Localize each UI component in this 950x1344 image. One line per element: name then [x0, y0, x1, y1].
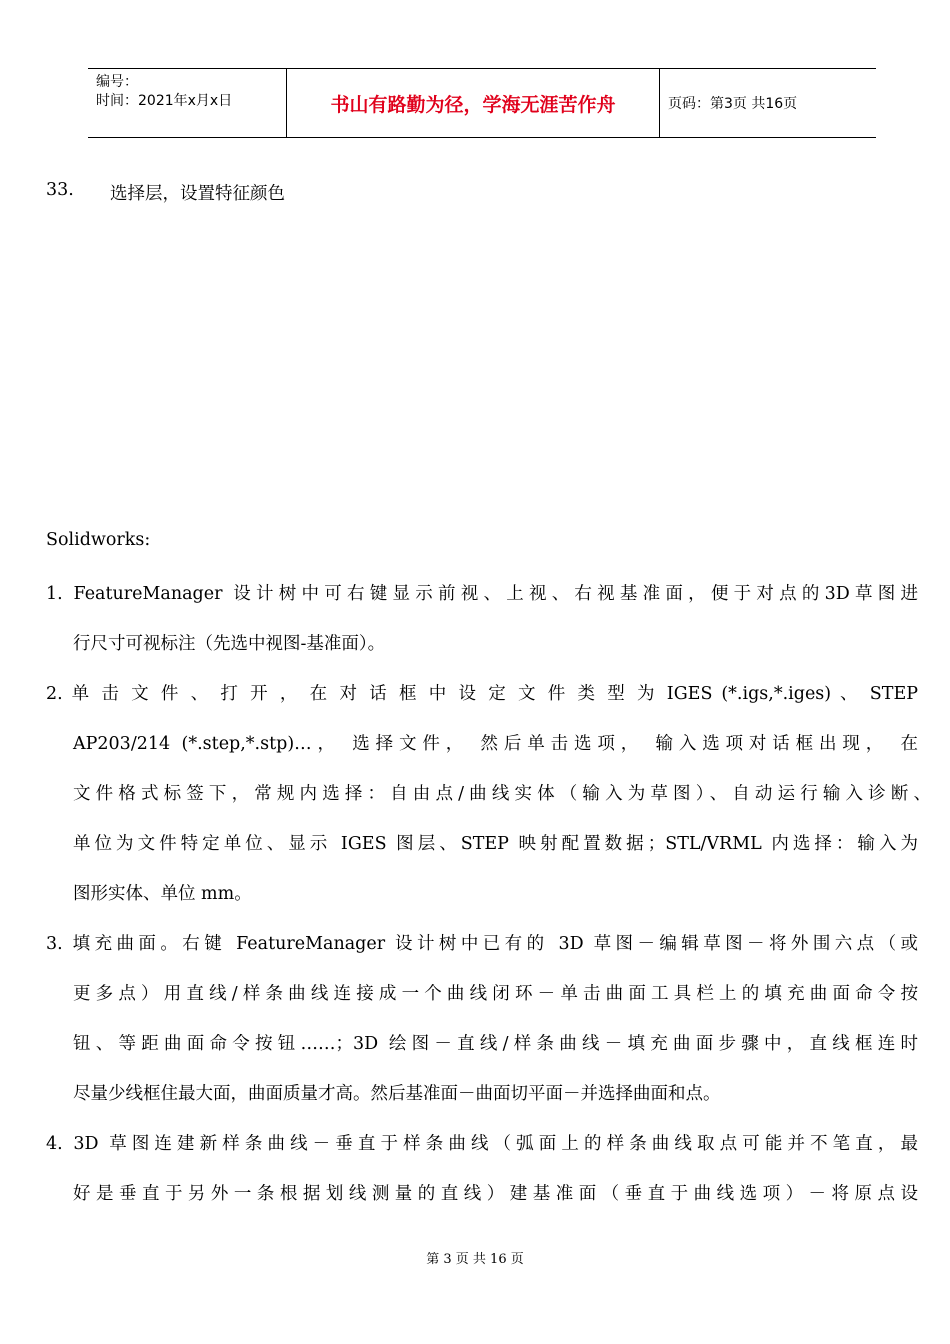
para3-line1: 3. 填充曲面。右键 FeatureManager 设计树中已有的 3D 草图－编辑草图－将外围六点（或 — [46, 934, 918, 954]
item-33-number: 33. — [46, 180, 74, 200]
para3-line2: 更多点）用直线/样条曲线连接成一个曲线闭环－单击曲面工具栏上的填充曲面命令按 — [73, 984, 918, 1004]
para2-line2: AP203/214 (*.step,*.stp)…， 选择文件， 然后单击选项， 输入选项对话框出现， 在 — [73, 734, 918, 754]
header-motto: 书山有路勤为径，学海无涯苦作舟 — [287, 69, 660, 137]
header-page-info: 页码：第3页 共16页 — [668, 96, 798, 112]
para2-line1: 2. 单 击 文 件 、 打 开 ， 在 对 话 框 中 设 定 文 件 类 型 为 IGES (*.igs,*.iges) 、 STEP — [46, 684, 918, 704]
para1-line1: 1. FeatureManager 设计树中可右键显示前视、上视、右视基准面，便于对点的3D草图进 — [46, 584, 918, 604]
page-footer: 第 3 页 共 16 页 — [426, 1252, 524, 1267]
para3-line4: 尽量少线框住最大面，曲面质量才高。然后基准面－曲面切平面－并选择曲面和点。 — [73, 1084, 721, 1104]
time-label: 时间：2021年x月x日 — [96, 93, 233, 109]
header-meta-cell — [88, 69, 287, 137]
para2-line3: 文件格式标签下，常规内选择：自由点/曲线实体（输入为草图）、自动运行输入诊断、 — [73, 784, 931, 804]
para4-line2: 好是垂直于另外一条根据划线测量的直线）建基准面（垂直于曲线选项）－将原点设 — [73, 1184, 918, 1204]
para4-line1: 4. 3D 草图连建新样条曲线－垂直于样条曲线（弧面上的样条曲线取点可能并不笔直，最 — [46, 1134, 918, 1154]
para3-line3: 钮、等距曲面命令按钮……；3D 绘图－直线/样条曲线－填充曲面步骤中，直线框连时 — [73, 1034, 918, 1054]
number-label: 编号： — [96, 74, 138, 90]
para2-line5: 图形实体、单位 mm。 — [73, 884, 252, 904]
page-header-table — [88, 68, 876, 138]
para1-line2: 行尺寸可视标注（先选中视图-基准面）。 — [73, 634, 386, 654]
section-title: Solidworks: — [46, 530, 151, 550]
item-33-text: 选择层，设置特征颜色 — [110, 184, 285, 204]
para2-line4: 单位为文件特定单位、显示 IGES 图层、STEP 映射配置数据；STL/VRML 内选择：输入为 — [73, 834, 918, 854]
